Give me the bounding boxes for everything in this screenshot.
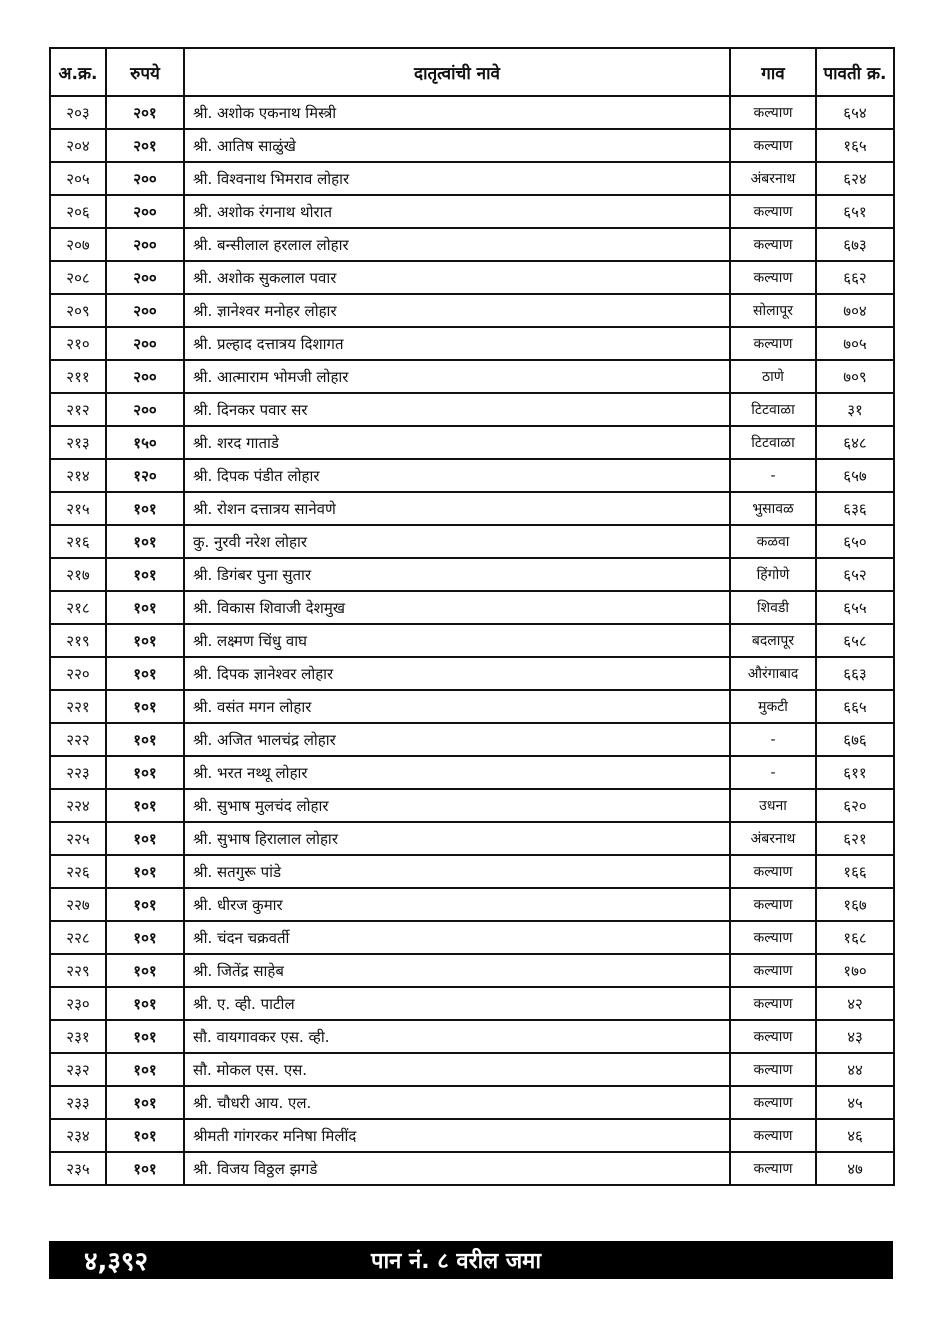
serial-cell: २२६ [50, 855, 106, 888]
total-amount: ४,३९२ [84, 1247, 148, 1277]
serial-cell: २०९ [50, 294, 106, 327]
village-cell: कल्याण [730, 1119, 816, 1152]
amount-cell: २०१ [106, 129, 184, 162]
donor-name-cell: श्री. लक्ष्मण चिंधु वाघ [184, 624, 730, 657]
receipt-cell: ६११ [816, 756, 894, 789]
serial-cell: २०४ [50, 129, 106, 162]
receipt-cell: ६३६ [816, 492, 894, 525]
serial-cell: २१४ [50, 459, 106, 492]
receipt-cell: ६२४ [816, 162, 894, 195]
village-cell: कल्याण [730, 96, 816, 129]
amount-cell: १०१ [106, 657, 184, 690]
table-row [50, 558, 894, 591]
village-cell: - [730, 459, 816, 492]
village-cell: हिंगोणे [730, 558, 816, 591]
donor-name-cell: श्री. अशोक सुकलाल पवार [184, 261, 730, 294]
table-row [50, 954, 894, 987]
village-cell: कल्याण [730, 129, 816, 162]
village-cell: कल्याण [730, 1020, 816, 1053]
amount-cell: १०१ [106, 591, 184, 624]
serial-cell: २०५ [50, 162, 106, 195]
amount-cell: १०१ [106, 756, 184, 789]
serial-cell: २३० [50, 987, 106, 1020]
amount-cell: १०१ [106, 789, 184, 822]
table-row [50, 1086, 894, 1119]
donor-name-cell: श्री. ज्ञानेश्वर मनोहर लोहार [184, 294, 730, 327]
table-row [50, 888, 894, 921]
amount-cell: १०१ [106, 1152, 184, 1185]
receipt-cell: ४४ [816, 1053, 894, 1086]
receipt-cell: १६६ [816, 855, 894, 888]
receipt-cell: ६६३ [816, 657, 894, 690]
village-cell: कल्याण [730, 195, 816, 228]
receipt-cell: ६६५ [816, 690, 894, 723]
donor-name-cell: सौ. मोकल एस. एस. [184, 1053, 730, 1086]
village-cell: कल्याण [730, 855, 816, 888]
village-cell: कल्याण [730, 261, 816, 294]
amount-cell: २०० [106, 393, 184, 426]
table-row [50, 1119, 894, 1152]
village-cell: कळवा [730, 525, 816, 558]
amount-cell: १०१ [106, 1053, 184, 1086]
amount-cell: २०० [106, 228, 184, 261]
donor-name-cell: श्री. ए. व्ही. पाटील [184, 987, 730, 1020]
donor-name-cell: श्री. धीरज कुमार [184, 888, 730, 921]
serial-cell: २१३ [50, 426, 106, 459]
village-cell: कल्याण [730, 228, 816, 261]
receipt-cell: ६५१ [816, 195, 894, 228]
table-row [50, 657, 894, 690]
serial-cell: २२१ [50, 690, 106, 723]
table-row [50, 690, 894, 723]
amount-cell: १५० [106, 426, 184, 459]
table-header [50, 48, 894, 96]
village-cell: उधना [730, 789, 816, 822]
table-row [50, 195, 894, 228]
table-row [50, 228, 894, 261]
amount-cell: २०० [106, 360, 184, 393]
receipt-cell: ३१ [816, 393, 894, 426]
receipt-cell: १६८ [816, 921, 894, 954]
serial-cell: २३४ [50, 1119, 106, 1152]
village-cell: बदलापूर [730, 624, 816, 657]
serial-cell: २१९ [50, 624, 106, 657]
serial-cell: २२८ [50, 921, 106, 954]
donor-name-cell: श्री. जितेंद्र साहेब [184, 954, 730, 987]
receipt-cell: १६७ [816, 888, 894, 921]
village-cell: कल्याण [730, 327, 816, 360]
village-cell: कल्याण [730, 987, 816, 1020]
village-cell: कल्याण [730, 1053, 816, 1086]
serial-cell: २०७ [50, 228, 106, 261]
village-cell: - [730, 756, 816, 789]
table-row [50, 723, 894, 756]
donor-name-cell: श्रीमती गांगरकर मनिषा मिलींद [184, 1119, 730, 1152]
table-row [50, 294, 894, 327]
receipt-cell: १७० [816, 954, 894, 987]
serial-cell: २०६ [50, 195, 106, 228]
serial-cell: २१६ [50, 525, 106, 558]
village-cell: मुकटी [730, 690, 816, 723]
serial-cell: २१५ [50, 492, 106, 525]
serial-cell: २३२ [50, 1053, 106, 1086]
serial-cell: २२५ [50, 822, 106, 855]
table-row [50, 591, 894, 624]
donor-name-cell: श्री. वसंत मगन लोहार [184, 690, 730, 723]
amount-cell: १०१ [106, 723, 184, 756]
receipt-cell: ६२० [816, 789, 894, 822]
serial-cell: २१८ [50, 591, 106, 624]
carry-forward-note: पान नं. ८ वरील जमा [370, 1249, 542, 1274]
receipt-cell: ६५४ [816, 96, 894, 129]
donor-name-cell: श्री. शरद गाताडे [184, 426, 730, 459]
donor-name-cell: श्री. दिपक ज्ञानेश्वर लोहार [184, 657, 730, 690]
donor-name-cell: श्री. विजय विठ्ठल झगडे [184, 1152, 730, 1185]
table-body [50, 96, 894, 1185]
donor-name-cell: श्री. अजित भालचंद्र लोहार [184, 723, 730, 756]
amount-cell: १०१ [106, 855, 184, 888]
amount-cell: १०१ [106, 822, 184, 855]
donor-name-cell: श्री. प्रल्हाद दत्तात्रय दिशागत [184, 327, 730, 360]
donor-name-cell: श्री. सतगुरू पांडे [184, 855, 730, 888]
donor-name-cell: श्री. सुभाष मुलचंद लोहार [184, 789, 730, 822]
village-cell: औरंगाबाद [730, 657, 816, 690]
header-amount: रुपये [106, 48, 184, 96]
serial-cell: २२९ [50, 954, 106, 987]
amount-cell: १०१ [106, 525, 184, 558]
table-row [50, 96, 894, 129]
serial-cell: २२७ [50, 888, 106, 921]
donor-name-cell: श्री. भरत नथ्थू लोहार [184, 756, 730, 789]
receipt-cell: ७०९ [816, 360, 894, 393]
amount-cell: २०० [106, 162, 184, 195]
amount-cell: १०१ [106, 492, 184, 525]
receipt-cell: ६७३ [816, 228, 894, 261]
table-row [50, 261, 894, 294]
amount-cell: २०० [106, 327, 184, 360]
village-cell: - [730, 723, 816, 756]
serial-cell: २३५ [50, 1152, 106, 1185]
table-row [50, 162, 894, 195]
receipt-cell: ७०५ [816, 327, 894, 360]
donor-name-cell: श्री. आतिष साळुंखे [184, 129, 730, 162]
table-row [50, 525, 894, 558]
amount-cell: १०१ [106, 1020, 184, 1053]
village-cell: कल्याण [730, 954, 816, 987]
table-row [50, 1053, 894, 1086]
table-row [50, 987, 894, 1020]
table-row [50, 921, 894, 954]
receipt-cell: ७०४ [816, 294, 894, 327]
serial-cell: २२३ [50, 756, 106, 789]
donor-name-cell: श्री. सुभाष हिरालाल लोहार [184, 822, 730, 855]
receipt-cell: ४५ [816, 1086, 894, 1119]
serial-cell: २११ [50, 360, 106, 393]
donor-name-cell: श्री. विकास शिवाजी देशमुख [184, 591, 730, 624]
village-cell: कल्याण [730, 921, 816, 954]
village-cell: भुसावळ [730, 492, 816, 525]
amount-cell: १०१ [106, 1086, 184, 1119]
receipt-cell: ६६२ [816, 261, 894, 294]
donor-name-cell: श्री. आत्माराम भोमजी लोहार [184, 360, 730, 393]
receipt-cell: ६४८ [816, 426, 894, 459]
amount-cell: १०१ [106, 888, 184, 921]
table-row [50, 327, 894, 360]
amount-cell: १०१ [106, 1119, 184, 1152]
amount-cell: १०१ [106, 690, 184, 723]
donor-name-cell: श्री. चंदन चक्रवर्ती [184, 921, 730, 954]
header-name: दातृत्वांची नावे [184, 48, 730, 96]
table-row [50, 624, 894, 657]
serial-cell: २३३ [50, 1086, 106, 1119]
amount-cell: १०१ [106, 987, 184, 1020]
header-receipt: पावती क्र. [816, 48, 894, 96]
donor-name-cell: श्री. बन्सीलाल हरलाल लोहार [184, 228, 730, 261]
table-row [50, 492, 894, 525]
receipt-cell: ६५२ [816, 558, 894, 591]
receipt-cell: ६५५ [816, 591, 894, 624]
receipt-cell: ६५० [816, 525, 894, 558]
table-row [50, 360, 894, 393]
donor-name-cell: श्री. दिपक पंडीत लोहार [184, 459, 730, 492]
table-row [50, 426, 894, 459]
village-cell: कल्याण [730, 1152, 816, 1185]
table-row [50, 822, 894, 855]
donor-list-sheet [49, 47, 893, 1186]
donor-name-cell: सौ. वायगावकर एस. व्ही. [184, 1020, 730, 1053]
serial-cell: २१२ [50, 393, 106, 426]
amount-cell: १०१ [106, 921, 184, 954]
village-cell: अंबरनाथ [730, 822, 816, 855]
village-cell: कल्याण [730, 1086, 816, 1119]
header-village: गाव [730, 48, 816, 96]
amount-cell: २०० [106, 261, 184, 294]
village-cell: अंबरनाथ [730, 162, 816, 195]
amount-cell: २०० [106, 294, 184, 327]
table-row [50, 756, 894, 789]
receipt-cell: ४६ [816, 1119, 894, 1152]
table-row [50, 1020, 894, 1053]
serial-cell: २३१ [50, 1020, 106, 1053]
village-cell: सोलापूर [730, 294, 816, 327]
village-cell: शिवडी [730, 591, 816, 624]
receipt-cell: ६५७ [816, 459, 894, 492]
amount-cell: १०१ [106, 954, 184, 987]
donor-name-cell: श्री. अशोक रंगनाथ थोरात [184, 195, 730, 228]
receipt-cell: ४२ [816, 987, 894, 1020]
table-row [50, 459, 894, 492]
amount-cell: २०० [106, 195, 184, 228]
donor-table [49, 47, 895, 1186]
header-serial: अ.क्र. [50, 48, 106, 96]
serial-cell: २२२ [50, 723, 106, 756]
amount-cell: २०१ [106, 96, 184, 129]
serial-cell: २१७ [50, 558, 106, 591]
donor-name-cell: श्री. विश्वनाथ भिमराव लोहार [184, 162, 730, 195]
donor-name-cell: श्री. रोशन दत्तात्रय सानेवणे [184, 492, 730, 525]
donor-name-cell: श्री. अशोक एकनाथ मिस्त्री [184, 96, 730, 129]
receipt-cell: ६२१ [816, 822, 894, 855]
table-row [50, 393, 894, 426]
receipt-cell: ४३ [816, 1020, 894, 1053]
serial-cell: २१० [50, 327, 106, 360]
serial-cell: २०८ [50, 261, 106, 294]
amount-cell: १०१ [106, 558, 184, 591]
village-cell: टिटवाळा [730, 393, 816, 426]
village-cell: कल्याण [730, 888, 816, 921]
village-cell: ठाणे [730, 360, 816, 393]
table-row [50, 855, 894, 888]
donor-name-cell: श्री. चौधरी आय. एल. [184, 1086, 730, 1119]
donor-name-cell: श्री. दिनकर पवार सर [184, 393, 730, 426]
serial-cell: २२४ [50, 789, 106, 822]
donor-name-cell: कु. नुरवी नरेश लोहार [184, 525, 730, 558]
table-row [50, 1152, 894, 1185]
donor-name-cell: श्री. डिगंबर पुना सुतार [184, 558, 730, 591]
footer-bar [49, 1241, 893, 1279]
receipt-cell: १६५ [816, 129, 894, 162]
table-row [50, 129, 894, 162]
receipt-cell: ६७६ [816, 723, 894, 756]
receipt-cell: ४७ [816, 1152, 894, 1185]
amount-cell: १०१ [106, 624, 184, 657]
table-row [50, 789, 894, 822]
amount-cell: १२० [106, 459, 184, 492]
serial-cell: २२० [50, 657, 106, 690]
serial-cell: २०३ [50, 96, 106, 129]
receipt-cell: ६५८ [816, 624, 894, 657]
village-cell: टिटवाळा [730, 426, 816, 459]
